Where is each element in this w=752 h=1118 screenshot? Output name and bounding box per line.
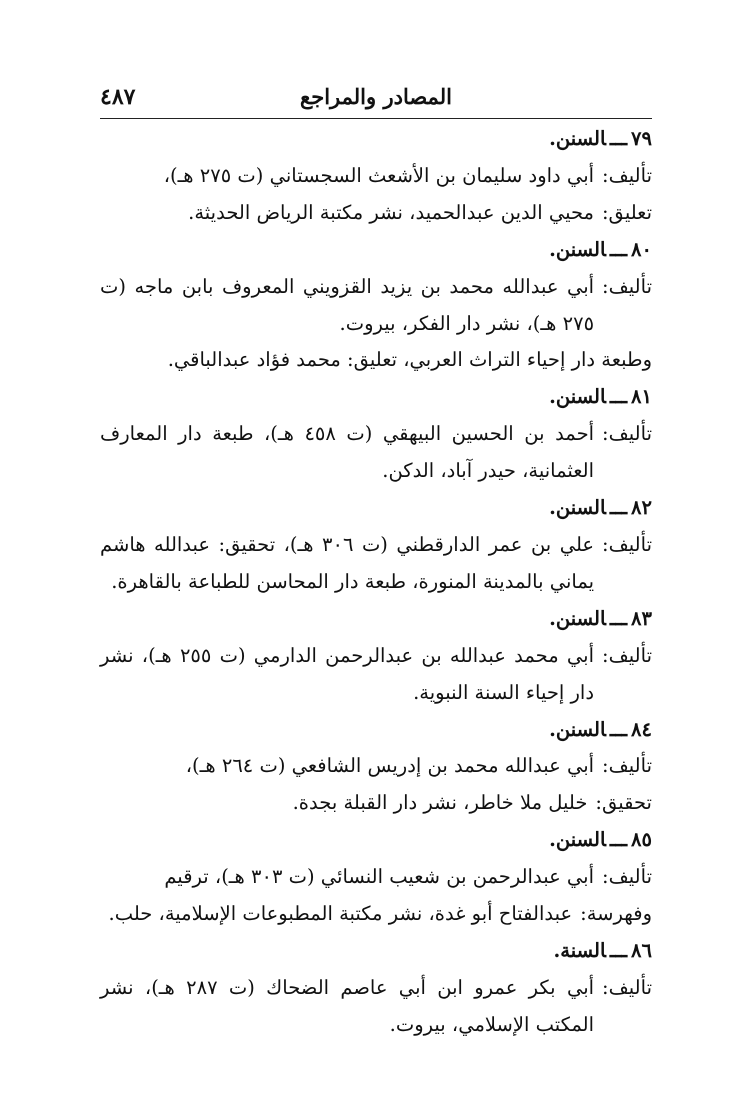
field-text: أبي عبدالرحمن بن شعيب النسائي (ت ٣٠٣ هـ)، ترقيم <box>164 865 595 889</box>
entry-field <box>100 785 652 822</box>
entry-field <box>100 269 652 343</box>
field-text: أبي عبدالله محمد بن يزيد القزويني المعروف بابن ماجه (ت ٢٧٥ هـ)، نشر دار الفكر، بيروت. <box>100 274 595 335</box>
entry-number: ٨٤ <box>631 717 652 741</box>
entry-number: ٨٢ <box>631 496 652 520</box>
bibliography-entry <box>100 933 652 1044</box>
field-label: تعليق: <box>601 200 652 224</box>
entry-number: ٨٣ <box>631 606 652 630</box>
field-text: أبي داود سليمان بن الأشعث السجستاني (ت ٢٧٥ هـ)، <box>163 163 595 187</box>
field-text: خليل ملا خاطر، نشر دار القبلة بجدة. <box>292 791 588 815</box>
entry-field <box>100 748 652 785</box>
entry-title: السنن. <box>549 237 606 261</box>
field-label: تأليف: <box>602 532 652 556</box>
entry-field <box>100 527 652 601</box>
field-text: أبي بكر عمرو ابن أبي عاصم الضحاك (ت ٢٨٧ هـ)، نشر المكتب الإسلامي، بيروت. <box>100 975 595 1036</box>
field-label: تأليف: <box>602 865 652 889</box>
entry-note: وطبعة دار إحياء التراث العربي، تعليق: محمد فؤاد عبدالباقي. <box>167 348 652 372</box>
bibliography-entry <box>100 232 652 380</box>
entry-number: ٨٠ <box>631 237 652 261</box>
entry-heading: ٨٤ـــالسنن. <box>549 717 652 741</box>
entry-number: ٧٩ <box>631 127 652 150</box>
entry-heading: ٧٩ـــالسنن. <box>549 127 652 150</box>
bibliography-entry <box>100 822 652 933</box>
field-label: تأليف: <box>602 754 652 778</box>
field-label: تحقيق: <box>595 791 652 815</box>
entry-title: السنن. <box>549 127 606 150</box>
entry-heading: ٨٥ـــالسنن. <box>549 828 652 852</box>
entry-heading: ٨٦ـــالسنة. <box>553 938 652 962</box>
bibliography-entry <box>100 712 652 823</box>
entry-title: السنن. <box>549 717 606 741</box>
entry-number: ٨٥ <box>631 828 652 852</box>
page-number: ٤٨٧ <box>100 84 136 110</box>
field-text: محيي الدين عبدالحميد، نشر مكتبة الرياض الحديثة. <box>188 200 594 224</box>
field-text: أحمد بن الحسين البيهقي (ت ٤٥٨ هـ)، طبعة دار المعارف العثمانية، حيدر آباد، الدكن. <box>100 422 595 483</box>
field-label: وفهرسة: <box>580 902 652 926</box>
field-label: تأليف: <box>602 163 652 187</box>
entry-title: السنن. <box>549 828 606 852</box>
entry-title: السنة. <box>553 938 606 962</box>
bibliography-entry <box>100 490 652 601</box>
entry-field <box>100 970 652 1044</box>
entry-heading: ٨٢ـــالسنن. <box>549 496 652 520</box>
entry-field <box>100 638 652 712</box>
field-text: عبدالفتاح أبو غدة، نشر مكتبة المطبوعات الإسلامية، حلب. <box>108 902 573 926</box>
entry-number: ٨٦ <box>631 938 652 962</box>
entry-heading: ٨١ـــالسنن. <box>549 385 652 409</box>
entry-field <box>100 416 652 490</box>
entry-title: السنن. <box>549 606 606 630</box>
field-label: تأليف: <box>602 274 652 298</box>
entry-heading: ٨٠ـــالسنن. <box>549 237 652 261</box>
field-label: تأليف: <box>602 422 652 446</box>
entry-field <box>100 158 652 195</box>
bibliography-entry <box>100 601 652 712</box>
running-title: المصادر والمراجع <box>300 84 452 109</box>
bibliography <box>100 121 652 1044</box>
field-label: تأليف: <box>602 643 652 667</box>
header-rule <box>100 118 652 119</box>
bibliography-entry <box>100 379 652 490</box>
entry-field <box>100 896 652 933</box>
field-text: أبي محمد عبدالله بن عبدالرحمن الدارمي (ت ٢٥٥ هـ)، نشر دار إحياء السنة النبوية. <box>100 643 595 704</box>
field-label: تأليف: <box>602 975 652 999</box>
entry-field <box>100 195 652 232</box>
entry-number: ٨١ <box>631 385 652 409</box>
field-text: علي بن عمر الدارقطني (ت ٣٠٦ هـ)، تحقيق: عبدالله هاشم يماني بالمدينة المنورة، طبعة دار المحاسن للطباعة بالقاهرة. <box>100 532 595 593</box>
bibliography-entry <box>100 121 652 232</box>
field-text: أبي عبدالله محمد بن إدريس الشافعي (ت ٢٦٤ هـ)، <box>185 754 595 778</box>
page-header <box>100 84 652 114</box>
entry-field <box>100 859 652 896</box>
entry-title: السنن. <box>549 385 606 409</box>
entry-heading: ٨٣ـــالسنن. <box>549 606 652 630</box>
entry-title: السنن. <box>549 496 606 520</box>
